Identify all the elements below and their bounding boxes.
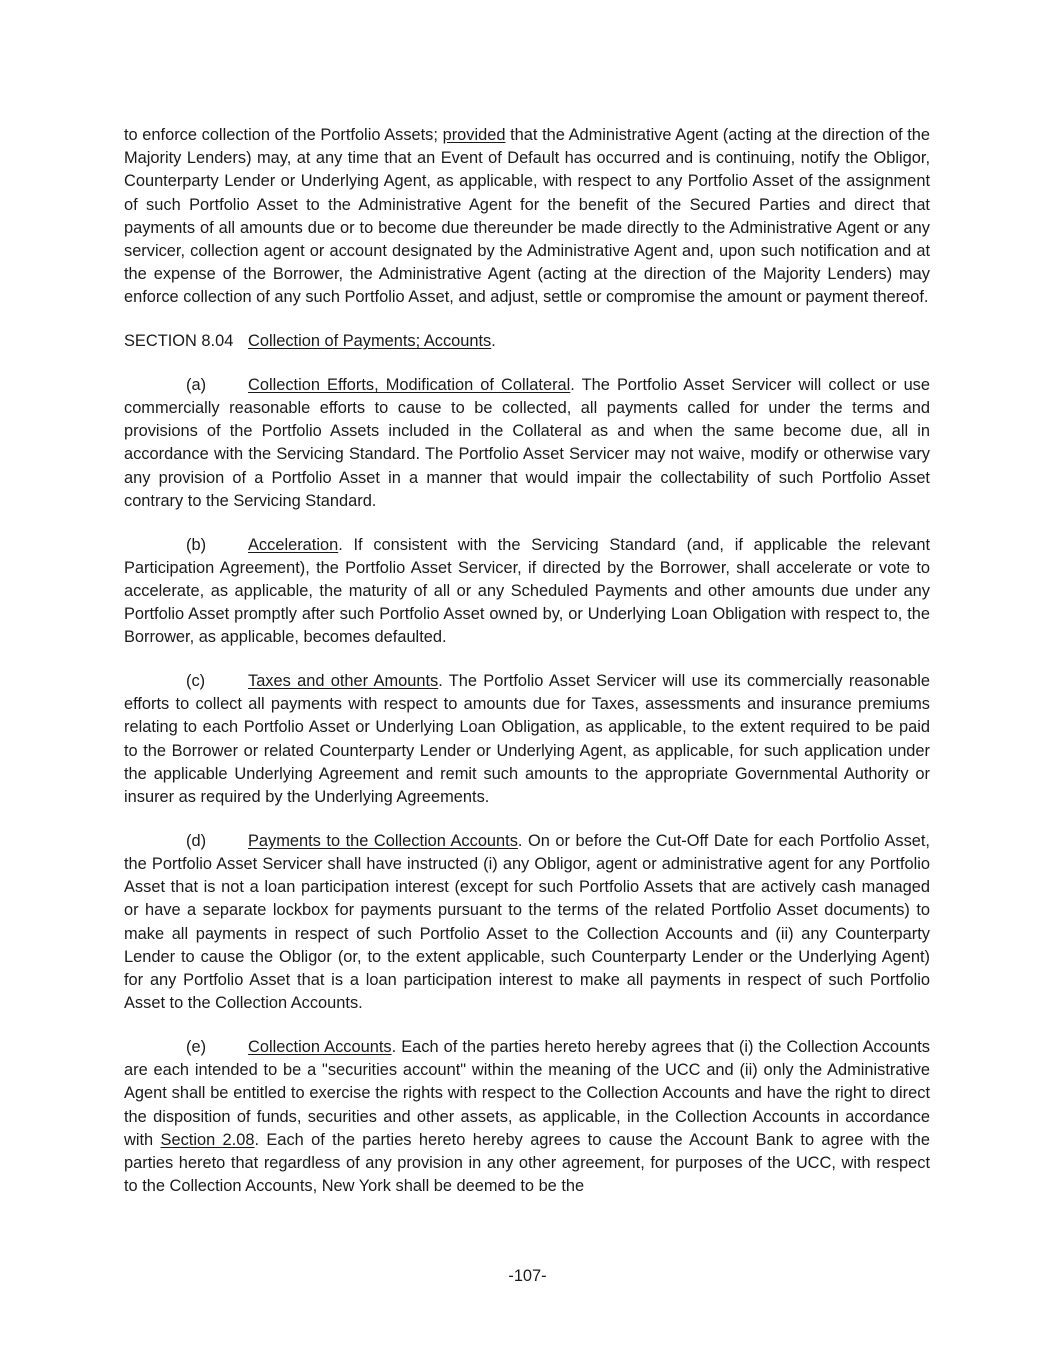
document-page [124,124,930,1219]
paragraph-c-label: (c) [186,672,206,691]
paragraph-e-heading: Collection Accounts [248,1037,392,1056]
paragraph-d-text: . On or before the Cut-Off Date for each Portfolio Asset, the Portfolio Asset Servicer shall have instructed (i) any Obligor, agent or administrative agent for any Portfolio Asset that is not a loan participation interest (except for such Portfolio Assets that are actively cash managed or have a separate lockbox for payments pursuant to the terms of the related Portfolio Asset documents) to make all payments in respect of such Portfolio Asset to the Collection Accounts and (ii) any Counterparty Lender to cause the Obligor (or, to the extent applicable, such Counterparty Lender or the Underlying Agent) for any Portfolio Asset that is a loan participation interest to make all payments in respect of such Portfolio Asset to the Collection Accounts. [124,831,930,1013]
paragraph-b-label: (b) [186,535,207,554]
paragraph-b-heading: Acceleration [248,535,339,554]
paragraph-e-text-pre: . Each of the parties hereto hereby agrees that (i) the Collection Accounts are each intended to be a "securities account" within the meaning of the UCC and (ii) only the Administrative Agent shall be entitled to exercise the rights with respect to the Collection Accounts and have the right to direct the disposition of funds, securities and other assets, as applicable, in the Collection Accounts in accordance with [124,1037,930,1149]
intro-paragraph [124,124,930,310]
paragraph-a [124,374,930,513]
section-number: SECTION 8.04 [124,332,234,351]
paragraph-a-text: . The Portfolio Asset Servicer will collect or use commercially reasonable efforts to cause to be collected, all payments called for under the terms and provisions of the Portfolio Assets included in the Collateral as and when the same become due, all in accordance with the Servicing Standard. The Portfolio Asset Servicer may not waive, modify or otherwise vary any provision of a Portfolio Asset in a manner that would impair the collectability of such Portfolio Asset contrary to the Servicing Standard. [124,375,930,510]
paragraph-a-label: (a) [186,375,207,394]
intro-provided-term: provided [442,126,506,144]
section-title-suffix: . [491,332,496,351]
paragraph-c-text: . The Portfolio Asset Servicer will use its commercially reasonable efforts to collect all payments with respect to amounts due for Taxes, assessments and insurance premiums relating to each Portfolio Asset or Underlying Loan Obligation, as applicable, to the extent required to be paid to the Borrower or related Counterparty Lender or Underlying Agent, as applicable, for such application under the applicable Underlying Agreement and remit such amounts to the appropriate Governmental Authority or insurer as required by the Underlying Agreements. [124,672,931,807]
paragraph-d [124,830,930,1016]
section-heading [124,330,930,353]
paragraph-a-heading: Collection Efforts, Modification of Collateral [248,375,571,394]
paragraph-b-text: . If consistent with the Servicing Standard (and, if applicable the relevant Participation Agreement), the Portfolio Asset Servicer, if directed by the Borrower, shall accelerate or vote to accelerate, as applicable, the maturity of all or any Scheduled Payments and other amounts due under any Portfolio Asset promptly after such Portfolio Asset owned by, or Underlying Loan Obligation with respect to, the Borrower, as applicable, becomes defaulted. [124,535,930,647]
paragraph-d-label: (d) [186,831,207,850]
paragraph-e-label: (e) [186,1037,207,1056]
intro-text-post: that the Administrative Agent (acting at the direction of the Majority Lenders) may, at any time that an Event of Default has occurred and is continuing, notify the Obligor, Counterparty Lender or Underlying Agent, as applicable, with respect to any Portfolio Asset of the assignment of such Portfolio Asset to the Administrative Agent for the benefit of the Secured Parties and direct that payments of all amounts due or to become due thereunder be made directly to the Administrative Agent or any servicer, collection agent or account designated by the Administrative Agent and, upon such notification and at the expense of the Borrower, the Administrative Agent (acting at the direction of the Majority Lenders) may enforce collection of any such Portfolio Asset, and adjust, settle or compromise the amount or payment thereof. [124,126,930,307]
paragraph-d-heading: Payments to the Collection Accounts [248,831,518,850]
section-2-08-reference: Section 2.08 [160,1130,255,1149]
paragraph-b [124,534,930,650]
paragraph-e [124,1036,930,1198]
intro-text-pre: to enforce collection of the Portfolio Assets; [124,126,443,144]
paragraph-c-heading: Taxes and other Amounts [248,672,439,691]
section-title: Collection of Payments; Accounts [248,332,492,351]
page-number: -107- [508,1267,547,1285]
paragraph-c [124,670,930,809]
paragraph-e-text-post: . Each of the parties hereto hereby agrees to cause the Account Bank to agree with the parties hereto that regardless of any provision in any other agreement, for purposes of the UCC, with respect to the Collection Accounts, New York shall be deemed to be the [124,1130,931,1196]
